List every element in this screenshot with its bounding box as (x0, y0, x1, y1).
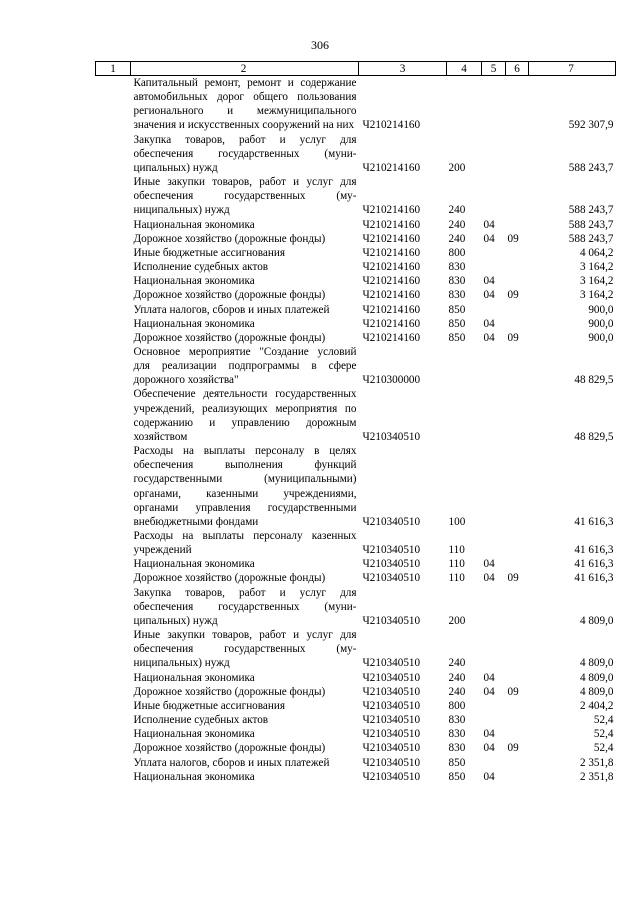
expense-type: 200 (448, 614, 466, 627)
expense-type: 850 (448, 317, 466, 330)
row-spacer (96, 586, 131, 628)
expense-type: 110 (448, 572, 465, 585)
target-code: Ч210214160 (362, 204, 421, 217)
target-code: Ч210214160 (362, 161, 421, 174)
table-row (96, 529, 616, 557)
column-number: 7 (529, 62, 616, 76)
subsection-code (506, 529, 529, 557)
expense-type: 830 (448, 714, 466, 727)
item-name: Уплата налогов, сборов и иных платежей (133, 756, 330, 769)
target-code: Ч210340510 (362, 544, 421, 557)
section-code: 04 (483, 289, 495, 302)
section-code: 04 (483, 728, 495, 741)
expense-type: 830 (448, 728, 466, 741)
amount: 900,0 (588, 317, 614, 330)
table-row (96, 741, 616, 755)
target-code: Ч210214160 (362, 275, 421, 288)
expense-type: 100 (448, 515, 466, 528)
item-name: Исполнение судебных актов (133, 261, 269, 274)
subsection-code: 09 (507, 232, 519, 245)
target-code: Ч210340510 (362, 770, 421, 783)
amount: 4 809,0 (579, 657, 614, 670)
row-spacer (96, 756, 131, 770)
amount: 4 064,2 (579, 246, 614, 259)
section-code (482, 586, 506, 628)
table-row (96, 76, 616, 133)
section-code (482, 529, 506, 557)
item-name: Расходы на выплаты персоналу казенных учреждений (133, 530, 357, 557)
row-spacer (96, 331, 131, 345)
row-spacer (96, 699, 131, 713)
item-name: Дорожное хозяйство (дорожные фонды) (133, 572, 326, 585)
table-row (96, 246, 616, 260)
section-code: 04 (483, 232, 495, 245)
expense-type: 240 (448, 204, 466, 217)
table-row (96, 699, 616, 713)
column-number: 4 (447, 62, 482, 76)
table-row (96, 671, 616, 685)
table-row (96, 557, 616, 571)
expense-type: 200 (448, 161, 466, 174)
row-spacer (96, 76, 131, 133)
expense-type: 240 (448, 218, 466, 231)
target-code: Ч210214160 (362, 331, 421, 344)
table-row (96, 218, 616, 232)
target-code: Ч210214160 (362, 289, 421, 302)
section-code: 04 (483, 218, 495, 231)
amount: 588 243,7 (568, 204, 614, 217)
target-code: Ч210214160 (362, 303, 421, 316)
amount: 2 404,2 (579, 699, 614, 712)
expense-type: 850 (448, 331, 466, 344)
table-row (96, 586, 616, 628)
item-name: Дорожное хозяйство (дорожные фонды) (133, 685, 326, 698)
row-spacer (96, 218, 131, 232)
subsection-code (506, 260, 529, 274)
table-row (96, 770, 616, 784)
item-name: Капитальный ремонт, ремонт и содержание автомобильных дорог общего пользования регионального и межмуниципального значения и искусственных сооружений на них (133, 77, 357, 132)
item-name: Иные бюджетные ассигнования (133, 246, 285, 259)
table-body (96, 76, 616, 784)
expense-type: 110 (448, 544, 465, 557)
subsection-code (506, 274, 529, 288)
table-row (96, 713, 616, 727)
subsection-code (506, 444, 529, 529)
item-name: Национальная экономика (133, 770, 255, 783)
row-spacer (96, 628, 131, 670)
expense-type (447, 387, 482, 444)
item-name: Дорожное хозяйство (дорожные фонды) (133, 742, 326, 755)
subsection-code: 09 (507, 572, 519, 585)
amount: 900,0 (588, 303, 614, 316)
target-code: Ч210340510 (362, 742, 421, 755)
target-code: Ч210340510 (362, 430, 421, 443)
table-row (96, 387, 616, 444)
row-spacer (96, 232, 131, 246)
subsection-code (506, 727, 529, 741)
item-name: Национальная экономика (133, 728, 255, 741)
subsection-code (506, 246, 529, 260)
amount: 48 829,5 (574, 374, 614, 387)
subsection-code (506, 175, 529, 217)
table-row (96, 756, 616, 770)
section-code: 04 (483, 275, 495, 288)
subsection-code (506, 317, 529, 331)
target-code: Ч210340510 (362, 714, 421, 727)
subsection-code: 09 (507, 331, 519, 344)
section-code (482, 246, 506, 260)
section-code: 04 (483, 572, 495, 585)
table-row (96, 345, 616, 387)
expense-type: 850 (448, 756, 466, 769)
amount: 52,4 (593, 742, 614, 755)
target-code: Ч210214160 (362, 232, 421, 245)
table-row (96, 444, 616, 529)
expense-type: 240 (448, 232, 466, 245)
table-row (96, 175, 616, 217)
row-spacer (96, 741, 131, 755)
table-row (96, 133, 616, 175)
subsection-code: 09 (507, 685, 519, 698)
target-code: Ч210340510 (362, 699, 421, 712)
amount: 41 616,3 (574, 558, 614, 571)
page-number: 306 (311, 38, 329, 52)
subsection-code: 09 (507, 289, 519, 302)
amount: 41 616,3 (574, 515, 614, 528)
amount: 588 243,7 (568, 218, 614, 231)
table-row (96, 628, 616, 670)
section-code (482, 133, 506, 175)
row-spacer (96, 727, 131, 741)
amount: 4 809,0 (579, 614, 614, 627)
subsection-code (506, 699, 529, 713)
target-code: Ч210340510 (362, 657, 421, 670)
table-row (96, 331, 616, 345)
target-code: Ч210214160 (362, 317, 421, 330)
expense-type: 240 (448, 657, 466, 670)
section-code (482, 76, 506, 133)
target-code: Ч210340510 (362, 756, 421, 769)
target-code: Ч210340510 (362, 728, 421, 741)
subsection-code: 09 (507, 742, 519, 755)
subsection-code (506, 133, 529, 175)
section-code (482, 628, 506, 670)
section-code (482, 260, 506, 274)
section-code: 04 (483, 317, 495, 330)
subsection-code (506, 303, 529, 317)
table-row (96, 288, 616, 302)
amount: 41 616,3 (574, 544, 614, 557)
target-code: Ч210340510 (362, 685, 421, 698)
expense-type: 830 (448, 261, 466, 274)
section-code: 04 (483, 558, 495, 571)
table-row (96, 232, 616, 246)
expense-type: 830 (448, 275, 466, 288)
subsection-code (506, 218, 529, 232)
column-number: 6 (506, 62, 529, 76)
row-spacer (96, 246, 131, 260)
item-name: Расходы на выплаты персоналу в целях обеспечения выполнения функций государственными (муниципальными) органами, казенными учреждениями, органами управления государственными внебюджетными фондами (133, 445, 357, 528)
subsection-code (506, 557, 529, 571)
row-spacer (96, 303, 131, 317)
column-number: 3 (359, 62, 447, 76)
subsection-code (506, 628, 529, 670)
item-name: Национальная экономика (133, 671, 255, 684)
row-spacer (96, 288, 131, 302)
table-row (96, 303, 616, 317)
item-name: Основное мероприятие "Создание условий для реализации подпрограммы в сфере дорожного хозяйства" (133, 345, 357, 387)
amount: 588 243,7 (568, 161, 614, 174)
row-spacer (96, 671, 131, 685)
subsection-code (506, 713, 529, 727)
subsection-code (506, 76, 529, 133)
expense-type: 850 (448, 303, 466, 316)
target-code: Ч210214160 (362, 246, 421, 259)
section-code: 04 (483, 685, 495, 698)
amount: 900,0 (588, 331, 614, 344)
expense-type (447, 76, 482, 133)
amount: 3 164,2 (579, 275, 614, 288)
item-name: Иные закупки товаров, работ и услуг для обеспечения государственных (муниципальных) нужд (133, 629, 357, 670)
column-number: 5 (482, 62, 506, 76)
amount: 3 164,2 (579, 261, 614, 274)
table-row (96, 571, 616, 585)
target-code: Ч210340510 (362, 558, 421, 571)
table-row (96, 317, 616, 331)
row-spacer (96, 133, 131, 175)
item-name: Исполнение судебных актов (133, 714, 269, 727)
section-code (482, 345, 506, 387)
subsection-code (506, 586, 529, 628)
subsection-code (506, 387, 529, 444)
amount: 4 809,0 (579, 671, 614, 684)
amount: 2 351,8 (579, 756, 614, 769)
subsection-code (506, 671, 529, 685)
row-spacer (96, 260, 131, 274)
target-code: Ч210214160 (362, 261, 421, 274)
amount: 48 829,5 (574, 430, 614, 443)
expense-type: 240 (448, 685, 466, 698)
section-code (482, 444, 506, 529)
amount: 3 164,2 (579, 289, 614, 302)
amount: 52,4 (593, 728, 614, 741)
column-number: 1 (96, 62, 131, 76)
row-spacer (96, 317, 131, 331)
item-name: Иные закупки товаров, работ и услуг для обеспечения государственных (муниципальных) нужд (133, 176, 357, 217)
item-name: Закупка товаров, работ и услуг для обеспечения государственных (муниципальных) нужд (133, 133, 357, 174)
target-code: Ч210340510 (362, 671, 421, 684)
item-name: Национальная экономика (133, 218, 255, 231)
target-code: Ч210214160 (362, 218, 421, 231)
item-name: Дорожное хозяйство (дорожные фонды) (133, 331, 326, 344)
section-code: 04 (483, 331, 495, 344)
amount: 588 243,7 (568, 232, 614, 245)
row-spacer (96, 175, 131, 217)
expense-type: 830 (448, 742, 466, 755)
row-spacer (96, 274, 131, 288)
expense-type: 850 (448, 770, 466, 783)
column-number-row (96, 62, 616, 76)
section-code: 04 (483, 742, 495, 755)
target-code: Ч210300000 (362, 374, 421, 387)
target-code: Ч210340510 (362, 572, 421, 585)
row-spacer (96, 444, 131, 529)
table-row (96, 260, 616, 274)
amount: 2 351,8 (579, 770, 614, 783)
item-name: Дорожное хозяйство (дорожные фонды) (133, 289, 326, 302)
amount: 4 809,0 (579, 685, 614, 698)
row-spacer (96, 387, 131, 444)
amount: 592 307,9 (568, 119, 614, 132)
item-name: Национальная экономика (133, 317, 255, 330)
subsection-code (506, 345, 529, 387)
row-spacer (96, 770, 131, 784)
item-name: Иные бюджетные ассигнования (133, 699, 285, 712)
item-name: Уплата налогов, сборов и иных платежей (133, 303, 330, 316)
section-code (482, 756, 506, 770)
row-spacer (96, 713, 131, 727)
expense-type (447, 345, 482, 387)
expense-type: 110 (448, 558, 465, 571)
section-code (482, 387, 506, 444)
target-code: Ч210214160 (362, 119, 421, 132)
section-code: 04 (483, 671, 495, 684)
section-code (482, 713, 506, 727)
amount: 41 616,3 (574, 572, 614, 585)
table-row (96, 685, 616, 699)
target-code: Ч210340510 (362, 515, 421, 528)
item-name: Национальная экономика (133, 558, 255, 571)
table-row (96, 727, 616, 741)
section-code (482, 303, 506, 317)
expense-type: 830 (448, 289, 466, 302)
section-code: 04 (483, 770, 495, 783)
item-name: Дорожное хозяйство (дорожные фонды) (133, 232, 326, 245)
row-spacer (96, 685, 131, 699)
subsection-code (506, 756, 529, 770)
row-spacer (96, 345, 131, 387)
row-spacer (96, 571, 131, 585)
row-spacer (96, 529, 131, 557)
expense-type: 800 (448, 246, 466, 259)
expense-type: 800 (448, 699, 466, 712)
column-number: 2 (131, 62, 359, 76)
amount: 52,4 (593, 714, 614, 727)
section-code (482, 699, 506, 713)
section-code (482, 175, 506, 217)
item-name: Национальная экономика (133, 275, 255, 288)
target-code: Ч210340510 (362, 614, 421, 627)
item-name: Обеспечение деятельности государственных учреждений, реализующих мероприятия по содержанию и управлению дорожным хозяйством (133, 388, 357, 443)
row-spacer (96, 557, 131, 571)
table-row (96, 274, 616, 288)
subsection-code (506, 770, 529, 784)
budget-table (95, 61, 616, 784)
expense-type: 240 (448, 671, 466, 684)
item-name: Закупка товаров, работ и услуг для обеспечения государственных (муниципальных) нужд (133, 586, 357, 627)
